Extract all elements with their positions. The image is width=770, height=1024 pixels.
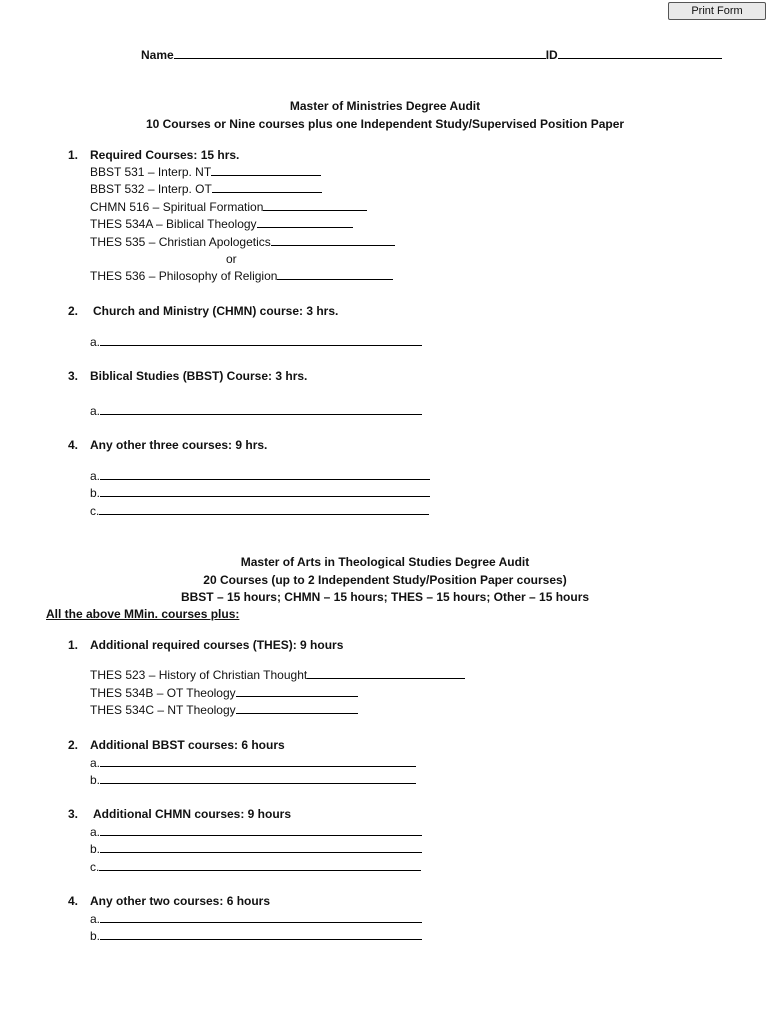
name-field[interactable] bbox=[174, 47, 546, 59]
mmin-s1-number: 1. bbox=[68, 148, 79, 162]
entry-row bbox=[90, 485, 430, 502]
course-row bbox=[90, 234, 395, 251]
entry-field[interactable] bbox=[100, 911, 422, 923]
entry-row bbox=[90, 911, 422, 928]
entry-row bbox=[90, 928, 422, 945]
mmin-s4-heading: Any other three courses: 9 hrs. bbox=[90, 438, 268, 452]
entry-letter: c. bbox=[90, 504, 100, 518]
entry-field[interactable] bbox=[100, 485, 430, 497]
entry-field[interactable] bbox=[100, 824, 422, 836]
mats-s2-number: 2. bbox=[68, 738, 79, 752]
mats-s3-heading: Additional CHMN courses: 9 hours bbox=[93, 807, 292, 821]
entry-field[interactable] bbox=[99, 503, 429, 515]
name-id-row bbox=[141, 47, 722, 64]
entry-field[interactable] bbox=[100, 841, 422, 853]
course-field[interactable] bbox=[211, 164, 321, 176]
course-row bbox=[90, 667, 465, 684]
mats-s4-heading: Any other two courses: 6 hours bbox=[90, 894, 271, 908]
entry-row bbox=[90, 403, 422, 420]
mmin-subtitle: 10 Courses or Nine courses plus one Independent Study/Supervised Position Paper bbox=[145, 117, 625, 131]
entry-letter: a. bbox=[90, 756, 101, 770]
course-field[interactable] bbox=[236, 685, 358, 697]
entry-row bbox=[90, 841, 422, 858]
entry-letter: c. bbox=[90, 860, 100, 874]
course-label: THES 536 – Philosophy of Religion bbox=[90, 269, 278, 283]
id-label: ID bbox=[545, 48, 558, 62]
course-field[interactable] bbox=[263, 199, 367, 211]
entry-letter: a. bbox=[90, 469, 101, 483]
id-field[interactable] bbox=[558, 47, 722, 59]
course-row bbox=[90, 181, 322, 198]
mats-s1-number: 1. bbox=[68, 638, 79, 652]
course-field[interactable] bbox=[277, 268, 393, 280]
course-label: THES 534A – Biblical Theology bbox=[90, 217, 257, 231]
course-field[interactable] bbox=[236, 702, 358, 714]
course-label: CHMN 516 – Spiritual Formation bbox=[90, 200, 264, 214]
print-form-button[interactable]: Print Form bbox=[668, 2, 766, 20]
entry-letter: a. bbox=[90, 335, 101, 349]
entry-letter: b. bbox=[90, 842, 101, 856]
mmin-s3-heading: Biblical Studies (BBST) Course: 3 hrs. bbox=[90, 369, 308, 383]
entry-field[interactable] bbox=[100, 755, 416, 767]
mmin-s2-number: 2. bbox=[68, 304, 79, 318]
course-label: THES 535 – Christian Apologetics bbox=[90, 235, 271, 249]
course-field[interactable] bbox=[307, 667, 465, 679]
course-field[interactable] bbox=[212, 181, 322, 193]
entry-row bbox=[90, 503, 429, 520]
course-label: THES 534C – NT Theology bbox=[90, 703, 236, 717]
mmin-title: Master of Ministries Degree Audit bbox=[289, 99, 481, 113]
course-row bbox=[90, 685, 358, 702]
course-row bbox=[90, 216, 353, 233]
name-label: Name bbox=[141, 48, 174, 62]
entry-letter: b. bbox=[90, 486, 101, 500]
course-row bbox=[90, 199, 367, 216]
mats-s1-heading: Additional required courses (THES): 9 hours bbox=[90, 638, 344, 652]
course-field[interactable] bbox=[257, 216, 353, 228]
entry-letter: a. bbox=[90, 404, 101, 418]
entry-letter: b. bbox=[90, 773, 101, 787]
entry-field[interactable] bbox=[100, 772, 416, 784]
course-row bbox=[90, 702, 358, 719]
mats-above-note: All the above MMin. courses plus: bbox=[46, 607, 240, 621]
course-label: THES 534B – OT Theology bbox=[90, 686, 236, 700]
entry-row bbox=[90, 334, 422, 351]
mats-s2-heading: Additional BBST courses: 6 hours bbox=[90, 738, 285, 752]
entry-field[interactable] bbox=[100, 403, 422, 415]
mats-s3-number: 3. bbox=[68, 807, 79, 821]
entry-field[interactable] bbox=[100, 468, 430, 480]
course-row bbox=[90, 268, 393, 285]
mmin-s2-heading: Church and Ministry (CHMN) course: 3 hrs. bbox=[93, 304, 339, 318]
entry-letter: b. bbox=[90, 929, 101, 943]
mats-s4-number: 4. bbox=[68, 894, 79, 908]
entry-field[interactable] bbox=[100, 334, 422, 346]
mats-hours: BBST – 15 hours; CHMN – 15 hours; THES – 15 hours; Other – 15 hours bbox=[180, 590, 590, 604]
entry-field[interactable] bbox=[99, 859, 421, 871]
mats-title: Master of Arts in Theological Studies Degree Audit bbox=[240, 555, 530, 569]
course-label: BBST 531 – Interp. NT bbox=[90, 165, 212, 179]
mmin-s4-number: 4. bbox=[68, 438, 79, 452]
entry-row bbox=[90, 755, 416, 772]
course-label: BBST 532 – Interp. OT bbox=[90, 182, 212, 196]
entry-row bbox=[90, 772, 416, 789]
mats-subtitle: 20 Courses (up to 2 Independent Study/Position Paper courses) bbox=[203, 573, 567, 587]
entry-row bbox=[90, 824, 422, 841]
entry-letter: a. bbox=[90, 825, 101, 839]
entry-row bbox=[90, 468, 430, 485]
mmin-s1-heading: Required Courses: 15 hrs. bbox=[90, 148, 240, 162]
entry-row bbox=[90, 859, 421, 876]
entry-field[interactable] bbox=[100, 928, 422, 940]
course-field[interactable] bbox=[271, 234, 395, 246]
or-label: or bbox=[226, 252, 237, 266]
course-row bbox=[90, 164, 321, 181]
entry-letter: a. bbox=[90, 912, 101, 926]
course-label: THES 523 – History of Christian Thought bbox=[90, 668, 308, 682]
mmin-s3-number: 3. bbox=[68, 369, 79, 383]
